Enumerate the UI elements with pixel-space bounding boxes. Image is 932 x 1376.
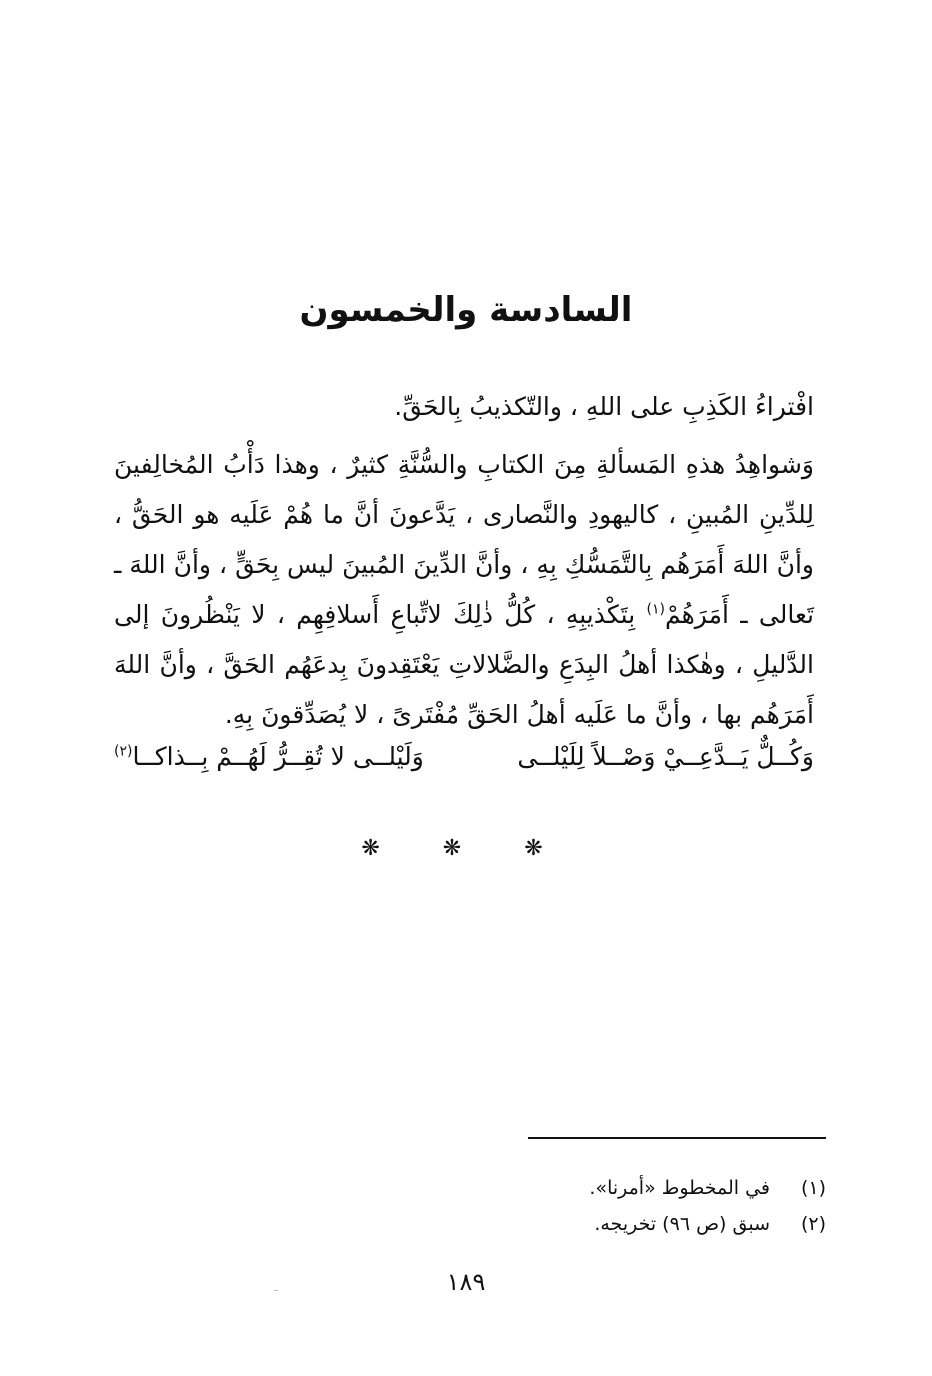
- footnote-divider: [528, 1137, 826, 1139]
- footnotes: [126, 1170, 826, 1242]
- lead-statement: افْتراءُ الكَذِبِ على اللهِ ، والتّكذيبُ بِالحَقِّ.: [394, 392, 814, 421]
- verse-hemistich-2: وَلَيْلــى لا تُقِــرُّ لَهُــمْ بِــذاكــا: [132, 742, 424, 771]
- body-paragraph: [114, 440, 814, 740]
- section-separator-asterisks: ❋ ❋ ❋: [361, 836, 571, 861]
- footnote-ref-1[interactable]: (١): [646, 601, 665, 618]
- page-number: ١٨٩: [446, 1268, 486, 1296]
- footnote-text: في المخطوط «أمرنا».: [589, 1177, 770, 1199]
- footnote-number: (١): [800, 1177, 826, 1199]
- verse-hemistich-2-wrap: [114, 732, 424, 782]
- footnote-ref-2[interactable]: (٢): [114, 743, 133, 760]
- verse-hemistich-1: وَكُــلٌّ يَــدَّعِــيْ وَصْــلاً لِلَيْلــى: [517, 742, 814, 771]
- poetry-verse: [114, 732, 814, 782]
- footnote-number: (٢): [800, 1213, 826, 1235]
- footnote-text: سبق (ص ٩٦) تخريجه.: [594, 1213, 770, 1235]
- paragraph-text-continued: بِتَكْذيبِهِ ، كُلُّ ذٰلِكَ لاتِّباعِ أَسلافِهِم ، لا يَنْظُرونَ إلى الدَّليلِ ، وهٰكذا أهلُ البِدَعِ والضَّلالاتِ يَعْتَقِدونَ بِدعَهُم الحَقَّ ، وأنَّ اللهَ أَمَرَهُم بها ، وأنَّ ما عَلَيه أهلُ الحَقِّ مُفْتَرىً ، لا يُصَدِّقونَ بِهِ.: [114, 600, 814, 729]
- scan-speck: [274, 1290, 278, 1291]
- paragraph-text: وَشواهِدُ هذهِ المَسألةِ مِنَ الكتابِ والسُّنَّةِ كثيرٌ ، وهذا دَأْبُ المُخالِفينَ لِلدِّينِ المُبينِ ، كاليهودِ والنَّصارى ، يَدَّعونَ أنَّ ما هُمْ عَلَيه هو الحَقُّ ، وأنَّ اللهَ أَمَرَهُم بِالتَّمَسُّكِ بِهِ ، وأنَّ الدِّينَ المُبينَ ليس بِحَقٍّ ، وأنَّ اللهَ ـ تَعالى ـ أَمَرَهُمْ: [114, 450, 814, 629]
- footnote-item: [126, 1170, 826, 1206]
- footnote-item: [126, 1206, 826, 1242]
- chapter-heading: السادسة والخمسون: [299, 290, 633, 330]
